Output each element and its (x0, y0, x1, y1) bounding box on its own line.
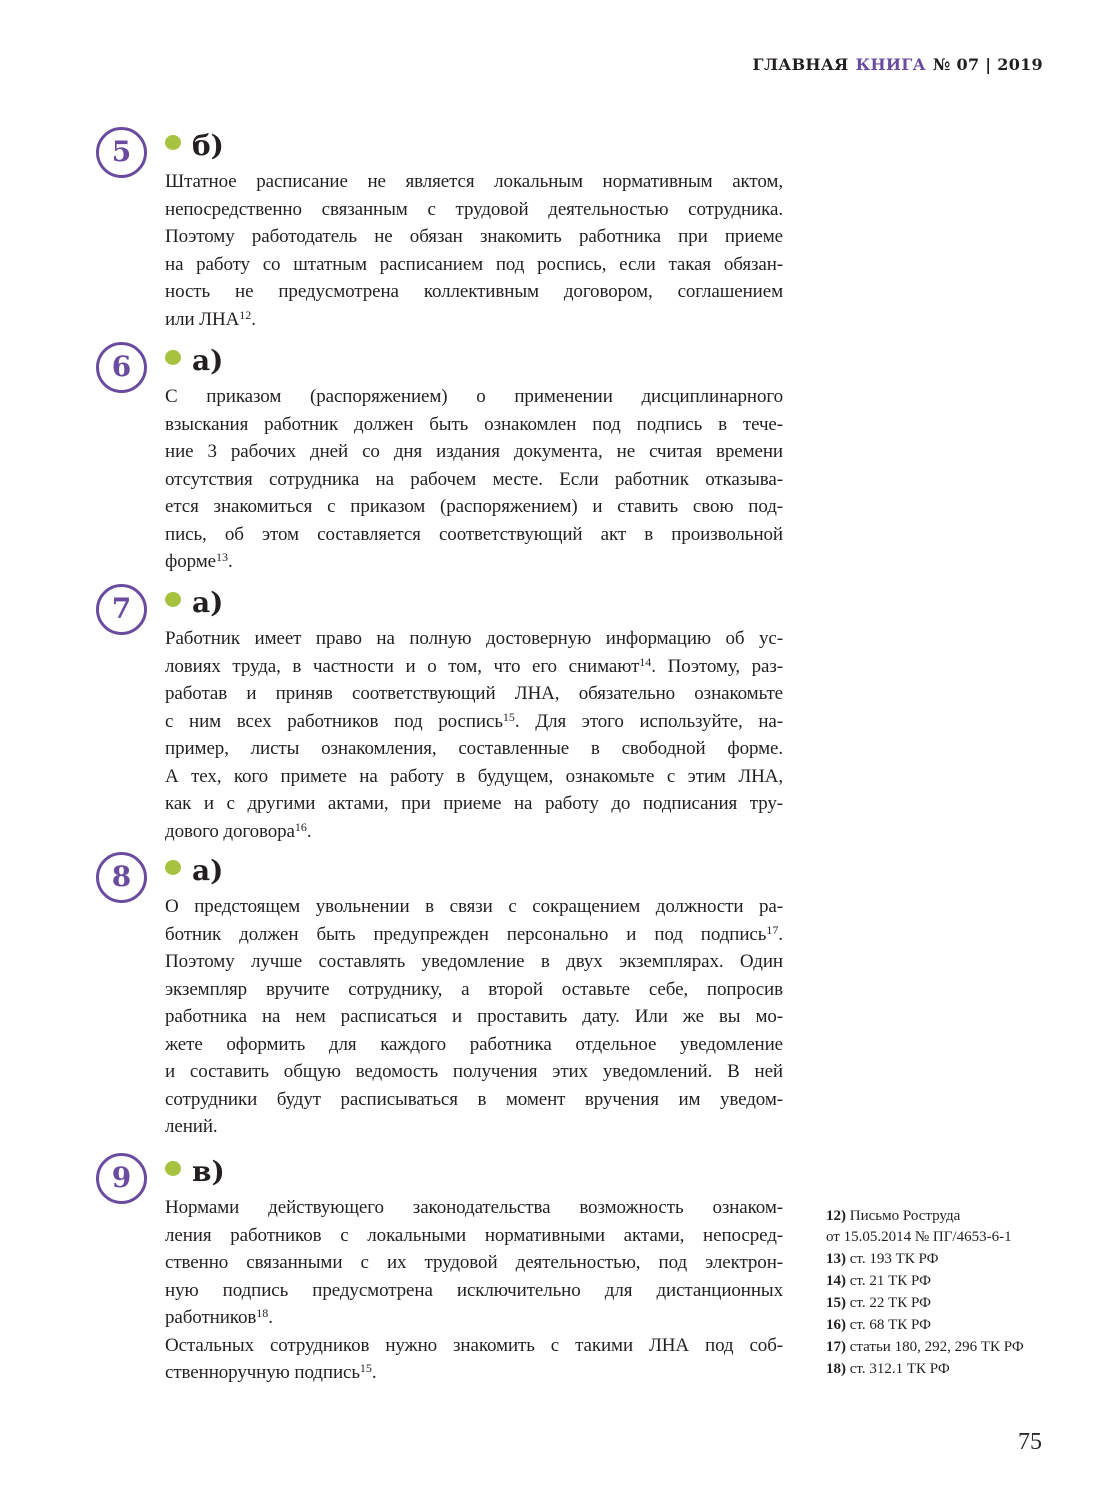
question-number-badge (96, 127, 147, 178)
magazine-title-accent: КНИГА (855, 55, 926, 74)
footnote-item (826, 1206, 1058, 1247)
footnote-line: 13) ст. 193 ТК РФ (826, 1250, 939, 1267)
text-line: ность не предусмотрена коллективным договором, соглашением (165, 281, 783, 302)
question-number-badge (96, 342, 147, 393)
footnote-item (826, 1249, 1058, 1270)
footnote-ref: 14 (639, 654, 652, 669)
footnote-item (826, 1315, 1058, 1336)
text-line: пись, об этом составляется соответствующий акт в произвольной (165, 523, 783, 545)
question-number-badge (96, 1153, 147, 1204)
footnote-ref: 15 (502, 709, 515, 724)
footnote-item (826, 1337, 1058, 1358)
text-line: Остальных сотрудников нужно знакомить с такими ЛНА под соб- (165, 1334, 783, 1356)
footnote-item (826, 1271, 1058, 1292)
bullet-icon (165, 1161, 181, 1176)
text-line: сотрудники будут расписываться в момент вручения им уведом- (165, 1088, 783, 1110)
footnote-number: 12) (826, 1208, 850, 1224)
answer-content (165, 855, 783, 1141)
magazine-title: ГЛАВНАЯ (752, 55, 849, 74)
text-line: работника на нем расписаться и проставить дату. Или же вы мо- (165, 1006, 783, 1027)
text-line: дового договора$^{16}$. (165, 819, 312, 842)
footnote-ref: 16 (294, 819, 307, 834)
text-line: с ним всех работников под роспись$^{15}$. Для этого используйте, на- (165, 709, 783, 732)
answer-letter: а) (192, 586, 224, 619)
footnote-item (826, 1293, 1058, 1314)
answer-paragraph (165, 1332, 783, 1387)
text-line: ную подпись предусмотрена исключительно для дистанционных (165, 1279, 783, 1301)
text-line: как и с другими актами, при приеме на работу до подписания тру- (165, 793, 783, 814)
text-line: работав и приняв соответствующий ЛНА, обязательно ознакомьте (165, 683, 783, 704)
text-line: ственно связанными с их трудовой деятельностью, под электрон- (165, 1252, 783, 1273)
question-number-badge (96, 852, 147, 903)
text-line: лений. (165, 1116, 218, 1137)
text-line: непосредственно связанным с трудовой деятельностью сотрудника. (165, 198, 783, 220)
answer-content (165, 130, 783, 333)
answer-paragraph (165, 893, 783, 1141)
text-line: ется знакомиться с приказом (распоряжением) и ставить свою под- (165, 496, 783, 517)
answer-paragraph (165, 1194, 783, 1332)
text-line: жете оформить для каждого работника отдельное уведомление (165, 1033, 783, 1055)
question-number: 7 (111, 592, 132, 625)
footnote-number: 18) (826, 1360, 850, 1377)
footnote-ref: 12 (239, 307, 252, 322)
answer-letter: а) (192, 344, 224, 377)
footnote-number: 16) (826, 1316, 850, 1333)
text-line: ние 3 рабочих дней со дня издания документа, не считая времени (165, 441, 783, 462)
question-number: 5 (111, 135, 132, 168)
text-line: ственноручную подпись$^{15}$. (165, 1361, 377, 1383)
text-line: экземпляр вручите сотруднику, а второй оставьте себе, попросив (165, 978, 783, 1000)
magazine-issue: № 07 | 2019 (932, 55, 1043, 74)
footnote-number: 15) (826, 1294, 850, 1311)
text-line: Поэтому работодатель не обязан знакомить работника при приеме (165, 226, 783, 247)
text-line: работников$^{18}$. (165, 1306, 273, 1328)
footnotes-block (826, 1206, 1058, 1381)
answer-content (165, 1156, 783, 1387)
text-line: ления работников с локальными нормативными актами, непосред- (165, 1224, 783, 1246)
question-number: 6 (111, 350, 132, 383)
text-line: С приказом (распоряжением) о применении дисциплинарного (165, 386, 783, 407)
bullet-icon (165, 135, 181, 150)
bullet-icon (165, 860, 181, 875)
text-line: пример, листы ознакомления, составленные в свободной форме. (165, 738, 783, 759)
footnote-number: 13) (826, 1250, 850, 1267)
text-line: ловиях труда, в частности и о том, что его снимают$^{14}$. Поэтому, раз- (165, 654, 783, 677)
bullet-icon (165, 592, 181, 607)
footnote-line: 18) ст. 312.1 ТК РФ (826, 1360, 950, 1377)
footnote-line: 17) статьи 180, 292, 296 ТК РФ (826, 1338, 1024, 1355)
page-number: 75 (1018, 1429, 1042, 1455)
footnote-number: 14) (826, 1272, 850, 1289)
answer-letter: б) (192, 129, 224, 162)
answer-heading (165, 587, 783, 625)
answer-content (165, 345, 783, 576)
text-line: форме$^{13}$. (165, 550, 233, 572)
answer-heading (165, 345, 783, 383)
footnote-number: 17) (826, 1338, 850, 1355)
question-number-badge (96, 584, 147, 635)
answer-content (165, 587, 783, 845)
footnote-line: 14) ст. 21 ТК РФ (826, 1272, 931, 1289)
footnote-line: от 15.05.2014 № ПГ/4653-6-1 (826, 1228, 1012, 1245)
answer-paragraph (165, 383, 783, 576)
answer-paragraph (165, 168, 783, 333)
answer-heading (165, 130, 783, 168)
footnote-line: 12) Письмо Роструда (826, 1208, 961, 1224)
text-line: Нормами действующего законодательства возможность ознаком- (165, 1197, 783, 1218)
text-line: на работу со штатным расписанием под роспись, если такая обязан- (165, 253, 783, 275)
bullet-icon (165, 350, 181, 365)
text-line: А тех, кого примете на работу в будущем, ознакомьте с этим ЛНА, (165, 765, 783, 787)
answer-heading (165, 855, 783, 893)
text-line: ботник должен быть предупрежден персонально и под подпись$^{17}$. (165, 922, 783, 945)
text-line: взыскания работник должен быть ознакомлен под подпись в тече- (165, 413, 783, 435)
page-header (752, 57, 1043, 73)
footnote-line: 15) ст. 22 ТК РФ (826, 1294, 931, 1311)
text-line: отсутствия сотрудника на рабочем месте. Если работник отказыва- (165, 468, 783, 490)
footnote-ref: 13 (215, 550, 228, 564)
text-line: Поэтому лучше составлять уведомление в двух экземплярах. Один (165, 951, 783, 972)
question-number: 9 (111, 1161, 132, 1194)
text-line: Работник имеет право на полную достоверную информацию об ус- (165, 628, 783, 649)
answer-heading (165, 1156, 783, 1194)
footnote-item (826, 1359, 1058, 1380)
question-number: 8 (111, 860, 132, 893)
answer-letter: в) (192, 1155, 225, 1188)
text-line: и составить общую ведомость получения этих уведомлений. В ней (165, 1061, 783, 1082)
footnote-ref: 17 (766, 922, 779, 937)
footnote-ref: 18 (256, 1306, 269, 1320)
footnote-ref: 15 (359, 1361, 372, 1375)
text-line: О предстоящем увольнении в связи с сокращением должности ра- (165, 896, 783, 917)
text-line: Штатное расписание не является локальным нормативным актом, (165, 171, 783, 192)
answer-paragraph (165, 625, 783, 845)
answer-letter: а) (192, 854, 224, 887)
text-line: или ЛНА$^{12}$. (165, 307, 256, 330)
footnote-line: 16) ст. 68 ТК РФ (826, 1316, 931, 1333)
